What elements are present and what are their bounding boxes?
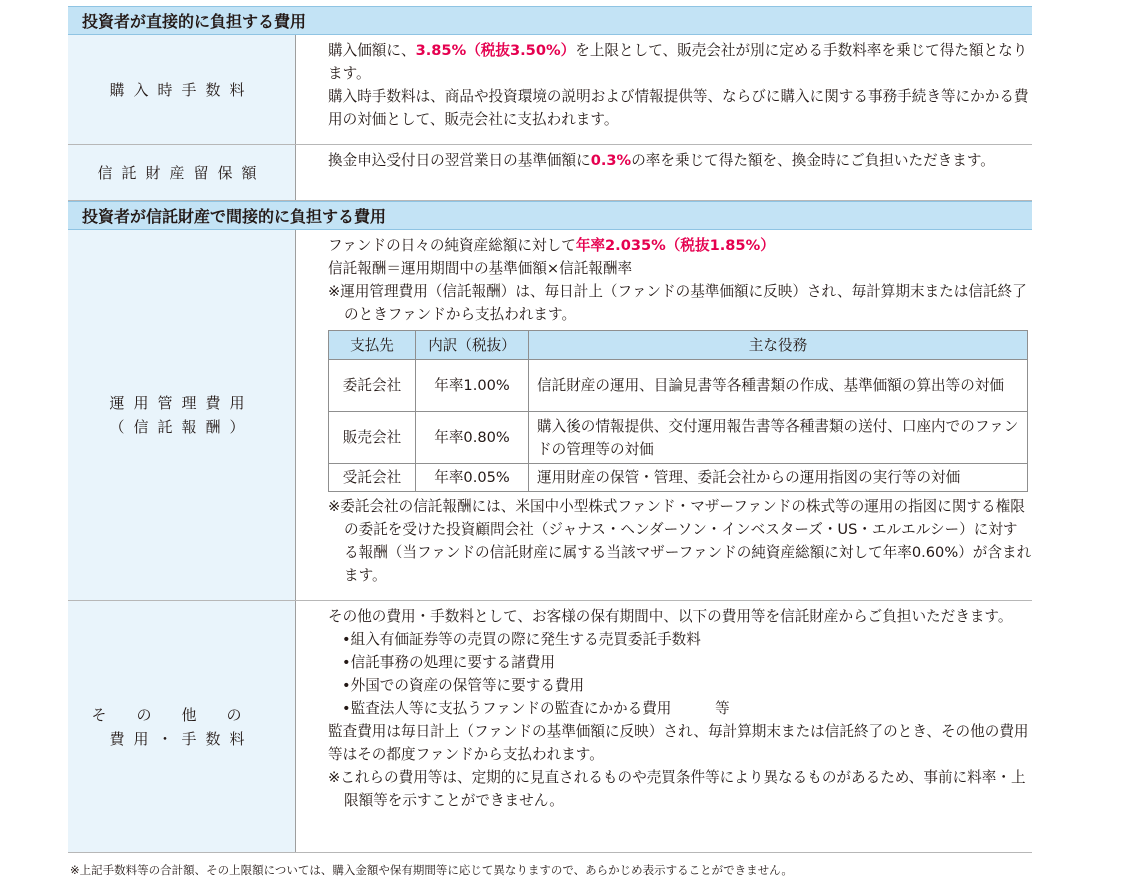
row-retention [68,145,1032,201]
row-purchase-fee [68,35,1032,145]
list-item: •組入有価証券等の売買の際に発生する売買委託手数料 [342,631,701,648]
label-management-fee: 運用管理費用 （信託報酬） [68,230,296,600]
content-retention: 換金申込受付日の翌営業日の基準価額に0.3%の率を乗じて得た額を、換金時にご負担いただきます。 [328,152,995,169]
retention-rate: 0.3% [590,152,632,169]
label-purchase-fee: 購入時手数料 [68,35,296,144]
list-item: •外国での資産の保管等に要する費用 [342,677,585,694]
management-fee-formula: 信託報酬＝運用期間中の基準価額×信託報酬率 [328,260,633,277]
label-retention: 信託財産留保額 [68,145,296,200]
purchase-fee-rate: 3.85%（税抜3.50%） [415,42,576,59]
section-header-indirect: 投資者が信託財産で間接的に負担する費用 [68,201,1032,230]
purchase-fee-line2: 購入時手数料は、商品や投資環境の説明および情報提供等、ならびに購入に関する事務手続き等にかかる費用の対価として、販売会社に支払われます。 [328,88,1029,128]
footnote: ※上記手数料等の合計額、その上限額については、購入金額や保有期間等に応じて異なりますので、あらかじめ表示することができません。 [70,863,793,877]
purchase-fee-line1: 購入価額に、3.85%（税抜3.50%）を上限として、販売会社が別に定める手数料率を乗じて得た額となります。 [328,42,1028,82]
other-fees-note: ※これらの費用等は、定期的に見直されるものや売買条件等により異なるものがあるため、事前に料率・上限額等を示すことができません。 [328,769,1026,809]
row-management-fee [68,230,1032,601]
management-fee-note2: ※委託会社の信託報酬には、米国中小型株式ファンド・マザーファンドの株式等の運用の指図に関する権限の委託を受けた投資顧問会社（ジャナス・ヘンダーソン・インベスターズ・US・エルエルシー）に対する報酬（当ファンドの信託財産に属する当該マザーファンドの純資産総額に対して年率0.60%）が含まれます。 [328,498,1032,584]
other-fees-text2: 監査費用は毎日計上（ファンドの基準価額に反映）され、毎計算期末または信託終了のとき、その他の費用等はその都度ファンドから支払われます。 [328,723,1029,763]
content-other-fees [296,601,1032,852]
management-fee-rate: 年率2.035%（税抜1.85%） [575,237,775,254]
table-row: 受託会社 年率0.05% 運用財産の保管・管理、委託会社からの運用指図の実行等の対価 [329,464,1028,492]
other-fees-intro: その他の費用・手数料として、お客様の保有期間中、以下の費用等を信託財産からご負担いただきます。 [328,608,1013,625]
management-fee-note1: ※運用管理費用（信託報酬）は、毎日計上（ファンドの基準価額に反映）され、毎計算期末または信託終了のときファンドから支払われます。 [328,283,1027,323]
row-other-fees [68,601,1032,853]
table-row: 委託会社 年率1.00% 信託財産の運用、目論見書等各種書類の作成、基準価額の算出等の対価 [329,360,1028,412]
table-row: 販売会社 年率0.80% 購入後の情報提供、交付運用報告書等各種書類の送付、口座内でのファンドの管理等の対価 [329,412,1028,464]
content-management-fee: ファンドの日々の純資産総額に対して年率2.035%（税抜1.85%） 信託報酬＝運用期間中の基準価額×信託報酬率 ※運用管理費用（信託報酬）は、毎日計上（ファンドの基準価額に反映）され、毎計算期末または信託終了のときファンドから支払われます。 支払先 内訳（税抜） 主な役務 委託会社 年率1.00% 信託財産の運用、目論見書等各種書類の作成、基準価額の算出等の対価 販売会社 年率0.80% 購入後の情報提供、交付運用報告書等各種書類の送付、口座内でのファンドの管理等の対価 受託会社 年率0.05% 運用財産の保管・管理、委託会社からの運用指図の実行等の対価 ※委託会社の信託報酬には、米国中小型株式ファンド・マザーファンドの株式等の運用の指図に関する権限の委託を受けた投資顧問会社（ジャナス・ヘンダーソン・インベスターズ・US・エルエルシー）に対する報酬（当ファンドの信託財産に属する当該マザーファンドの純資産総額に対して年率0.60%）が含まれます。 [296,230,1032,600]
th-rate: 内訳（税抜） [416,331,529,360]
list-item: •信託事務の処理に要する諸費用 [342,654,555,671]
fee-breakdown-table [328,330,1028,492]
th-payee: 支払先 [329,331,416,360]
content-purchase-fee [296,35,1032,144]
label-other-fees: その他の 費用・手数料 [68,601,296,852]
th-role: 主な役務 [529,331,1028,360]
fee-table [68,6,1032,853]
section-header-direct: 投資者が直接的に負担する費用 [68,6,1032,35]
list-item: •監査法人等に支払うファンドの監査にかかる費用 等 [342,700,730,717]
